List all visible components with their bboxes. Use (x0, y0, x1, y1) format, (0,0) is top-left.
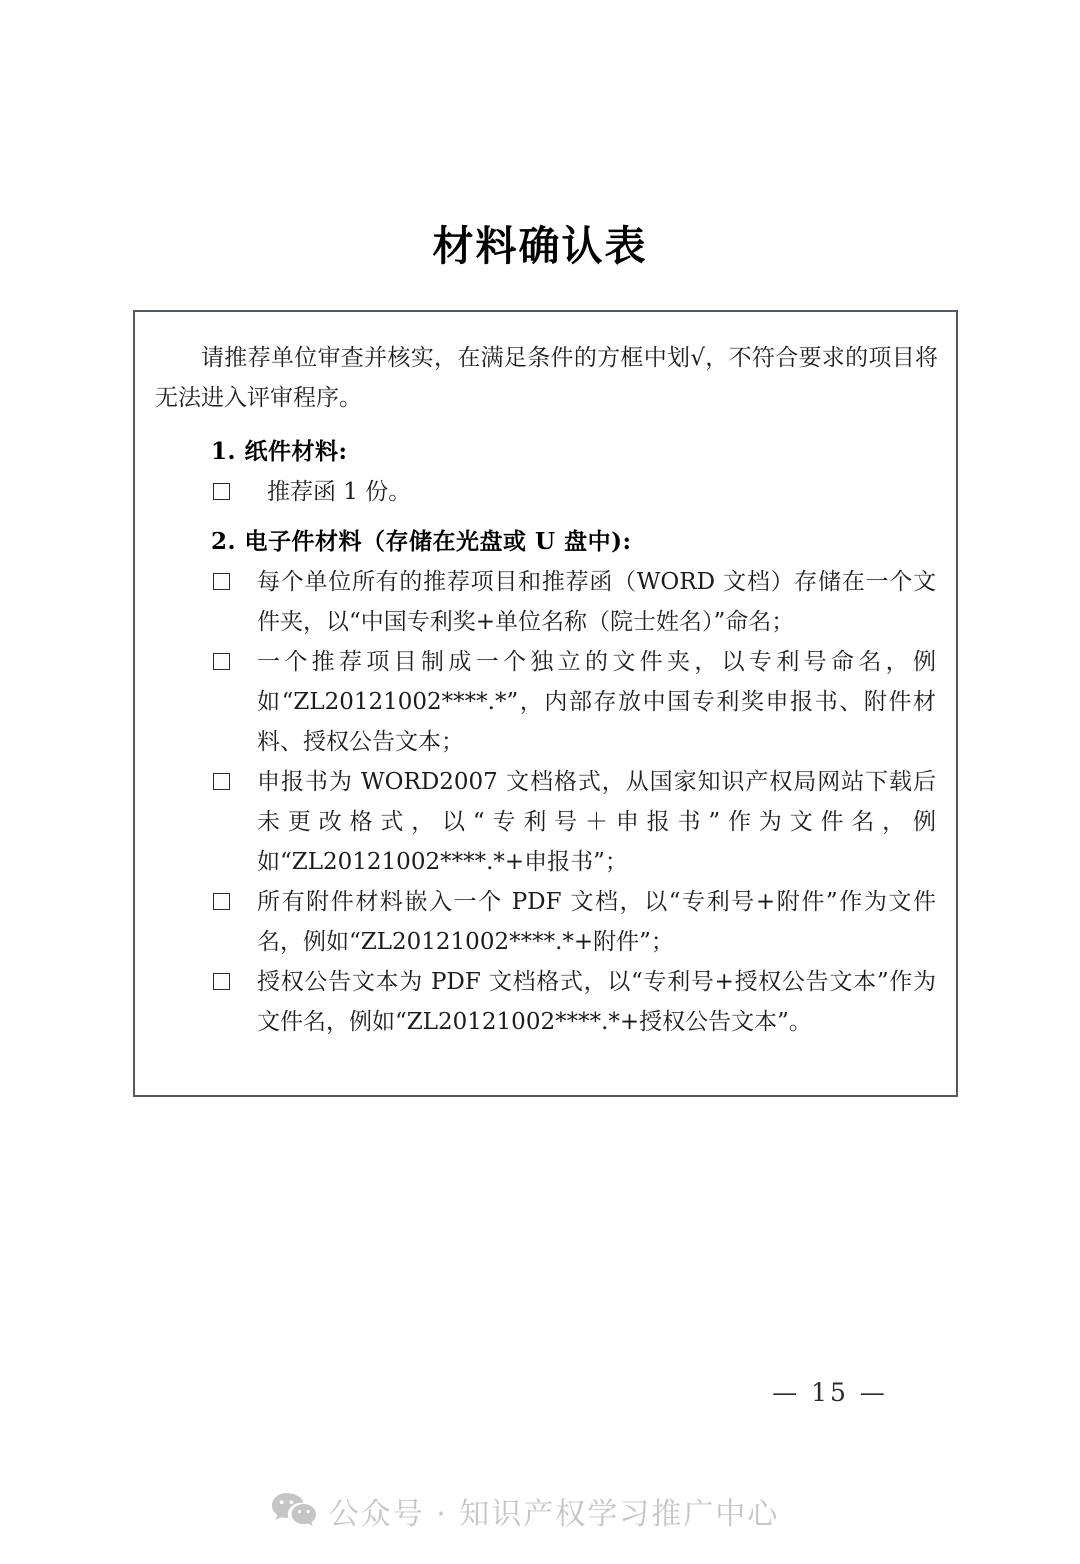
section-heading-electronic-materials: 2. 电子件材料（存储在光盘或 U 盘中): (211, 528, 632, 555)
checkbox-icon[interactable] (213, 773, 230, 790)
checklist-item-label: 一个推荐项目制成一个独立的文件夹，以专利号命名，例如“ZL20121002****.*”，内部存放中国专利奖申报书、附件材料、授权公告文本； (257, 649, 936, 755)
intro-paragraph: 请推荐单位审查并核实，在满足条件的方框中划√，不符合要求的项目将无法进入评审程序。 (155, 345, 938, 411)
checklist-item-label: 授权公告文本为 PDF 文档格式，以“专利号+授权公告文本”作为文件名，例如“ZL20121002****.*+授权公告文本”。 (257, 969, 936, 1035)
checklist-item[interactable] (149, 472, 942, 512)
checkbox-icon[interactable] (213, 893, 230, 910)
checkbox-icon[interactable] (213, 483, 230, 500)
checklist-item[interactable] (149, 642, 942, 762)
checklist-item[interactable] (149, 882, 942, 962)
page-title: 材料确认表 (432, 222, 648, 270)
checklist-item-label: 每个单位所有的推荐项目和推荐函（WORD 文档）存储在一个文件夹，以“中国专利奖+单位名称（院士姓名）”命名； (257, 569, 936, 635)
checklist-item[interactable] (149, 962, 942, 1042)
checklist-item[interactable] (149, 762, 942, 882)
page-number: — 15 — (772, 1378, 888, 1407)
checkbox-icon[interactable] (213, 973, 230, 990)
checklist-item-label: 推荐函 1 份。 (267, 479, 412, 505)
footer-watermark-text: 公众号 · 知识产权学习推广中心 (328, 1497, 780, 1532)
checkbox-icon[interactable] (213, 653, 230, 670)
section-heading-paper-materials: 1. 纸件材料: (211, 438, 348, 465)
checklist-paper-materials (149, 472, 942, 512)
content-box (133, 310, 958, 1097)
content-box-inner (135, 312, 956, 1042)
checklist-item[interactable] (149, 562, 942, 642)
footer-watermark (0, 1489, 1080, 1533)
checklist-electronic-materials (149, 562, 942, 1042)
checklist-item-label: 申报书为 WORD2007 文档格式，从国家知识产权局网站下载后未更改格式，以“专利号＋申报书”作为文件名，例如“ZL20121002****.*+申报书”； (257, 769, 936, 875)
wechat-icon (271, 1491, 317, 1531)
checklist-item-label: 所有附件材料嵌入一个 PDF 文档，以“专利号+附件”作为文件名，例如“ZL20121002****.*+附件”； (257, 889, 936, 955)
checkbox-icon[interactable] (213, 573, 230, 590)
